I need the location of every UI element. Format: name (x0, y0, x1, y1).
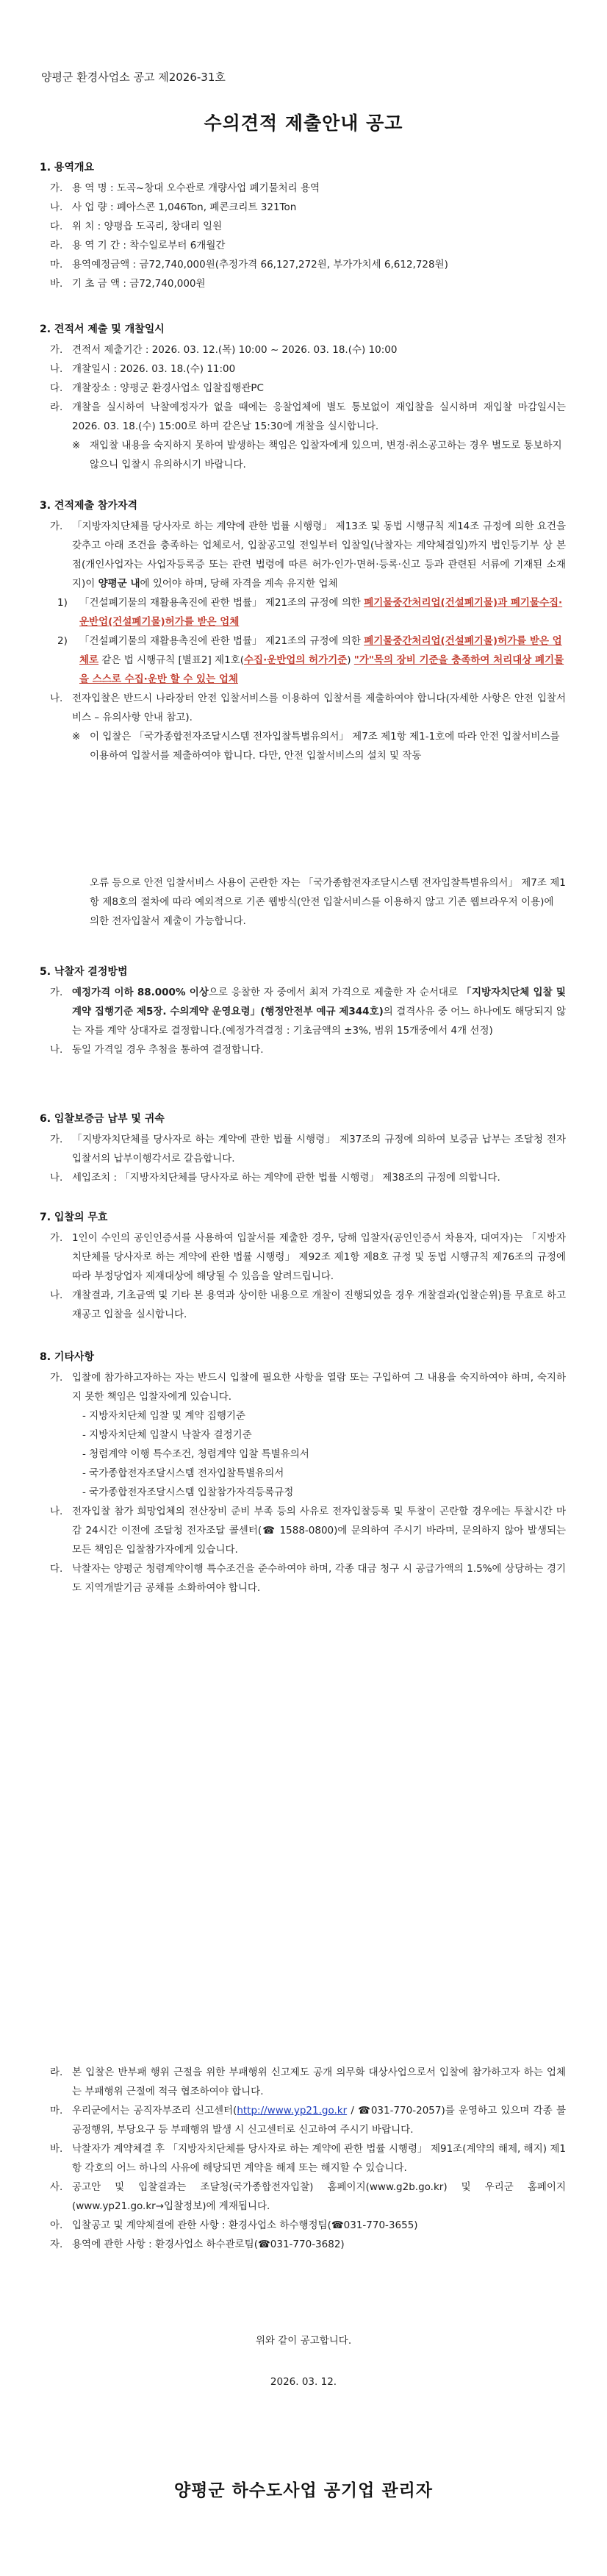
section-other-matters (40, 1350, 566, 1598)
section-heading: 2. 견적서 제출 및 개찰일시 (40, 323, 165, 335)
list-item: 나. 전자입찰 참가 희망업체의 전산장비 준비 부족 등의 사유로 전자입찰등록 및 투찰이 곤란할 경우에는 투찰시간 마감 24시간 이전에 조달청 전자조달 콜센터(☎ 1588-0800)에 문의하여 주시기 바라며, 문의하지 않아 발생되는 모든 책임은 입찰참가자에게 있습니다. (50, 1506, 566, 1556)
emphasis-license: 폐기물중간처리업(건설폐기물)과 폐기물수집·운반업(건설폐기물)허가를 받은 업체 (79, 597, 563, 628)
page-title: 수의견적 제출안내 공고 (204, 112, 403, 134)
section-invalid-bids (40, 1210, 566, 1324)
note-item: ※ 이 입찰은 「국가종합전자조달시스템 전자입찰특별유의서」 제7조 제1항 제1-1호에 따라 안전 입찰서비스를 이용하여 입찰서를 제출하여야 합니다. 다만, 안전 입찰서비스의 설치 및 작동 (72, 731, 560, 762)
list-item: 나. 전자입찰은 반드시 나라장터 안전 입찰서비스를 이용하여 입찰서를 제출하여야 합니다(자세한 사항은 안전 입찰서비스 – 유의사항 안내 참고). (50, 693, 566, 723)
section-heading: 7. 입찰의 무효 (40, 1212, 108, 1223)
list-item: 가. 예정가격 이하 88.000% 이상으로 응찰한 자 중에서 최저 가격으로 제출한 자 순서대로 「지방자치단체 입찰 및 계약 집행기준 제5장. 수의계약 운영요령」(행정안전부 예규 제344호)의 결격사유 중 어느 하나에도 해당되지 않는 자를 계약 상대자로 결정합니다.(예정가격결정 : 기초금액의 ±3%, 범위 15개중에서 4개 선정) (50, 987, 567, 1037)
list-item: 가. 「지방자치단체를 당사자로 하는 계약에 관한 법률 시행령」 제13조 및 동법 시행규칙 제14조 규정에 의한 요건을 갖추고 아래 조건을 충족하는 업체로서, 입찰공고일 전일부터 입찰일(낙찰자는 계약체결일)까지 법인등기부 상 본점(개인사업자는 사업자등록증 또는 관련 법령에 따른 허가·인가·면허·등록·신고 등과 관련된 서류에 기재된 소재지)이 양평군 내에 있어야 하며, 당해 자격을 계속 유지한 업체 (50, 520, 566, 590)
emphasis-equipment: "가"목의 장비 기준을 충족하여 처리대상 폐기물을 스스로 수집·운반 할 수 있는 업체 (79, 654, 564, 685)
section-heading: 6. 입찰보증금 납부 및 귀속 (40, 1113, 165, 1125)
list-item: 라. 용 역 기 간 : 착수일로부터 6개월간 (50, 240, 226, 251)
section-submission-schedule (40, 322, 566, 474)
sub-item: 2) 「건설폐기물의 재활용촉진에 관한 법률」 제21조의 규정에 의한 폐기물중간처리업(건설폐기물)허가를 받은 업체로 같은 법 시행규칙 [별표2] 제1호(수집·운반업의 허가기준) "가"목의 장비 기준을 충족하여 처리대상 폐기물을 스스로 수집·운반 할 수 있는 업체 (57, 635, 564, 685)
reference-item: - 청렴계약 이행 특수조건, 청렴계약 입찰 특별유의서 (40, 1445, 566, 1464)
section-heading: 1. 용역개요 (40, 162, 95, 173)
list-item: 나. 개찰일시 : 2026. 03. 18.(수) 11:00 (50, 363, 236, 375)
section-heading: 3. 견적제출 참가자격 (40, 500, 137, 512)
closing-statement: 위와 같이 공고합니다. (255, 2335, 352, 2347)
section-heading: 5. 낙찰자 결정방법 (40, 966, 128, 978)
section-eligibility (40, 498, 566, 765)
emphasis-location: 양평군 내 (98, 578, 140, 590)
list-item: 아. 입찰공고 및 계약체결에 관한 사항 : 환경사업소 하수행정팀(☎031-770-3655) (50, 2219, 418, 2231)
list-item: 가. 용 역 명 : 도곡~창대 오수관로 개량사업 폐기물처리 용역 (50, 182, 320, 194)
emphasis-license: 폐기물중간처리업(건설폐기물)허가를 받은 업체로 (79, 635, 562, 666)
list-item: 나. 동일 가격일 경우 추첨을 통하여 결정합니다. (50, 1044, 264, 1056)
section-service-overview (40, 160, 566, 293)
section-heading: 8. 기타사항 (40, 1351, 95, 1363)
note-item: ※ 재입찰 내용을 숙지하지 못하여 발생하는 책임은 입찰자에게 있으며, 변경·취소공고하는 경우 별도로 통보하지 않으니 입찰시 유의하시기 바랍니다. (72, 440, 562, 471)
list-item: 바. 기 초 금 액 : 금72,740,000원 (50, 278, 206, 290)
list-item: 다. 위 치 : 양평읍 도곡리, 창대리 일원 (50, 221, 223, 232)
list-item: 다. 개찰장소 : 양평군 환경사업소 입찰집행관PC (50, 382, 264, 394)
list-item: 가. 견적서 제출기간 : 2026. 03. 12.(목) 10:00 ~ 2026. 03. 18.(수) 10:00 (50, 344, 398, 356)
notice-number: 양평군 환경사업소 공고 제2026-31호 (41, 71, 226, 84)
sub-item: 1) 「건설폐기물의 재활용촉진에 관한 법률」 제21조의 규정에 의한 폐기물중간처리업(건설폐기물)과 폐기물수집·운반업(건설폐기물)허가를 받은 업체 (57, 597, 563, 628)
list-item: 라. 본 입찰은 반부패 행위 근절을 위한 부패행위 신고제도 공개 의무화 대상사업으로서 입찰에 참가하고자 하는 업체는 부패행위 근절에 적극 협조하여야 합니다. (50, 2067, 566, 2097)
reference-item: - 지방자치단체 입찰시 낙찰자 결정기준 (40, 1425, 566, 1445)
list-item: 나. 세입조치 : 「지방자치단체를 당사자로 하는 계약에 관한 법률 시행령」 제38조의 규정에 의합니다. (50, 1172, 500, 1184)
list-item: 사. 공고안 및 입찰결과는 조달청(국가종합전자입찰) 홈페이지(www.g2b.go.kr) 및 우리군 홈페이지(www.yp21.go.kr→입찰정보)에 게재됩니다. (50, 2181, 566, 2212)
reference-item: - 국가종합전자조달시스템 전자입찰특별유의서 (40, 1464, 566, 1483)
list-item: 바. 낙찰자가 계약체결 후 「지방자치단체를 당사자로 하는 계약에 관한 법률 시행령」 제91조(계약의 해제, 해지) 제1항 각호의 어느 하나의 사유에 해당되면 계약을 해제 또는 해지할 수 있습니다. (50, 2143, 566, 2174)
notice-date: 2026. 03. 12. (270, 2376, 337, 2388)
list-item: 마. 용역예정금액 : 금72,740,000원(추정가격 66,127,272원, 부가가치세 6,612,728원) (50, 259, 448, 271)
list-item: 가. 입찰에 참가하고자하는 자는 반드시 입찰에 필요한 사항을 열람 또는 구입하여 그 내용을 숙지하여야 하며, 숙지하지 못한 책임은 입찰자에게 있습니다. (50, 1372, 566, 1403)
emphasis-price-range: 예정가격 이하 88.000% 이상 (72, 987, 209, 998)
section-other-matters-continued (40, 2063, 566, 2254)
issuer-name: 양평군 하수도사업 공기업 관리자 (173, 2481, 434, 2500)
note-item-continued: 오류 등으로 안전 입찰서비스 사용이 곤란한 자는 「국가종합전자조달시스템 전자입찰특별유의서」 제7조 제1항 제8호의 절차에 따라 예외적으로 기존 웹방식(안전 입찰서비스를 이용하지 않고 기존 웹브라우저 이용)에 의한 전자입찰서 제출이 가능합니다. (90, 877, 566, 927)
section-eligibility-continued (40, 873, 566, 931)
list-item: 자. 용역에 관한 사항 : 환경사업소 하수관로팀(☎031-770-3682) (50, 2239, 345, 2250)
list-item: 마. 우리군에서는 공직자부조리 신고센터(http://www.yp21.go.kr / ☎031-770-2057)를 운영하고 있으며 각종 불공정행위, 부당요구 등 부패행위 발생 시 신고센터로 신고하여 주시기 바랍니다. (50, 2105, 566, 2136)
list-item: 가. 「지방자치단체를 당사자로 하는 계약에 관한 법률 시행령」 제37조의 규정에 의하여 보증금 납부는 조달청 전자입찰서의 납부이행각서로 갈음합니다. (50, 1134, 566, 1164)
list-item: 나. 개찰결과, 기초금액 및 기타 본 용역과 상이한 내용으로 개찰이 진행되었을 경우 개찰결과(업찰순위)를 무효로 하고 재공고 입찰을 실시합니다. (50, 1289, 566, 1320)
report-center-link[interactable]: http://www.yp21.go.kr (237, 2105, 348, 2117)
reference-item: - 지방자치단체 입찰 및 계약 집행기준 (40, 1406, 566, 1425)
list-item: 나. 사 업 량 : 폐아스콘 1,046Ton, 폐콘크리트 321Ton (50, 201, 297, 213)
emphasis-regulation: 「지방자치단체 입찰 및 계약 집행기준 제5장. 수의계약 운영요령」(행정안전부 예규 제344호) (72, 987, 566, 1017)
list-item: 가. 1인이 수인의 공인인증서를 사용하여 입찰서를 제출한 경우, 당해 입찰자(공인인증서 차용자, 대여자)는 「지방자치단체를 당사자로 하는 계약에 관한 법률 시행령」 제92조 제1항 제8호 규정 및 동법 시행규칙 제76조의 규정에 따라 부정당업자 제재대상에 해당될 수 있음을 알려드립니다. (50, 1232, 566, 1282)
list-item: 라. 개찰을 실시하여 낙찰예정자가 없을 때에는 응찰업체에 별도 통보없이 재입찰을 실시하며 재입찰 마감일시는 2026. 03. 18.(수) 15:00로 하며 같은날 15:30에 개찰을 실시합니다. (50, 401, 566, 432)
section-award-method (40, 965, 566, 1059)
list-item: 다. 낙찰자는 양평군 청렴계약이행 특수조건을 준수하여야 하며, 각종 대금 청구 시 공급가액의 1.5%에 상당하는 경기도 지역개발기금 공채를 소화하여야 합니다. (50, 1563, 566, 1594)
section-bid-bond (40, 1112, 566, 1187)
reference-item: - 국가종합전자조달시스템 입찰참가자격등록규정 (40, 1483, 566, 1502)
emphasis-standard: 수집·운반업의 허가기준 (243, 654, 348, 666)
